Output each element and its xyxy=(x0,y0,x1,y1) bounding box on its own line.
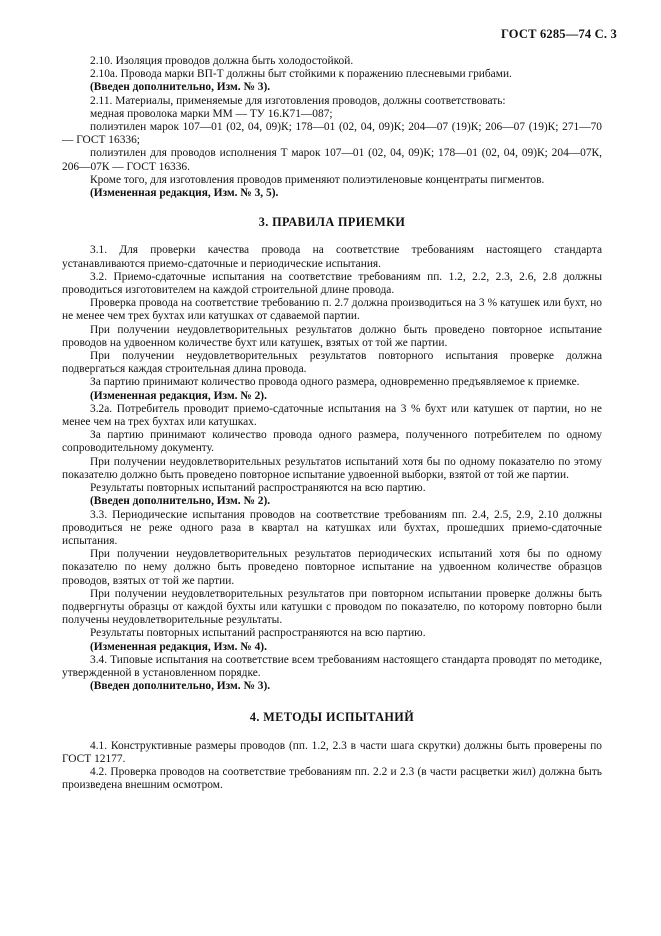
section-heading: 3. ПРАВИЛА ПРИЕМКИ xyxy=(258,215,406,230)
paragraph: 3.4. Типовые испытания на соответствие всем требованиям настоящего стандарта проводят по методике, утвержденной в установленном порядке. xyxy=(62,653,602,679)
paragraph: При получении неудовлетворительных результатов при повторном испытании проверке должны быть подвергнуты образцы от каждой бухты или катушки с проводом по показателю, по которому повторно были получены неудовлетворительные результаты. xyxy=(62,587,602,627)
paragraph: полиэтилен для проводов исполнения Т марок 107—01 (02, 04, 09)К; 178—01 (02, 04, 09)К; 204—07К, 206—07К — ГОСТ 16336. xyxy=(62,147,602,173)
paragraph: 3.3. Периодические испытания проводов на соответствие требованиям пп. 2.4, 2.5, 2.9, 2.10 должны проводиться не реже одного раза в квартал на катушках или бухтах, прошедших приемо-сдаточные испытания. xyxy=(62,508,602,547)
paragraph: 3.2. Приемо-сдаточные испытания на соответствие требованиям пп. 1.2, 2.2, 2.3, 2.6, 2.8 должны проводиться изготовителем на каждой строительной длине провода. xyxy=(62,270,602,297)
document-body xyxy=(62,55,602,792)
amendment-note: (Измененная редакция, Изм. № 3, 5). xyxy=(90,187,279,200)
paragraph: Результаты повторных испытаний распространяются на всю партию. xyxy=(90,627,426,640)
paragraph: Кроме того, для изготовления проводов применяют полиэтиленовые концентраты пигментов. xyxy=(90,173,545,186)
paragraph: За партию принимают количество провода одного размера, полученного потребителем по одному сопроводительному документу. xyxy=(62,429,602,455)
paragraph: Проверка провода на соответствие требованию п. 2.7 должна производиться на 3 % катушек или бухт, но не менее чем трех бухтах или катушках от сдаваемой партии. xyxy=(62,297,602,323)
paragraph: 2.10. Изоляция проводов должна быть холодостойкой. xyxy=(90,55,354,67)
paragraph: При получении неудовлетворительных результатов должно быть проведено повторное испытание проводов на удвоенном количестве бухт или катушек, взятых от той же партии. xyxy=(62,323,602,349)
paragraph: 2.10а. Провода марки ВП-Т должны быт стойкими к поражению плесневыми грибами. xyxy=(90,68,512,81)
paragraph: При получении неудовлетворительных результатов повторного испытания проверке должна подвергаться каждая строительная длина провода. xyxy=(62,350,602,376)
amendment-note: (Введен дополнительно, Изм. № 3). xyxy=(90,680,271,693)
section-heading: 4. МЕТОДЫ ИСПЫТАНИЙ xyxy=(249,710,415,725)
paragraph: 4.1. Конструктивные размеры проводов (пп. 1.2, 2.3 в части шага скрутки) должны быть проверены по ГОСТ 12177. xyxy=(62,739,602,765)
paragraph: За партию принимают количество провода одного размера, одновременно предъявляемое к приемке. xyxy=(90,376,580,389)
paragraph: При получении неудовлетворительных результатов испытаний хотя бы по одному показателю по этому показателю должно быть проведено повторное испытание удвоенной выборки, взятой от той же партии. xyxy=(62,455,602,481)
paragraph: 3.1. Для проверки качества провода на соответствие требованиям настоящего стандарта устанавливаются приемо-сдаточные и периодические испытания. xyxy=(62,244,602,270)
paragraph: 4.2. Проверка проводов на соответствие требованиям пп. 2.2 и 2.3 (в части расцветки жил) должна быть произведена внешним осмотром. xyxy=(62,765,602,792)
amendment-note: (Введен дополнительно, Изм. № 3). xyxy=(90,81,271,94)
amendment-note: (Измененная редакция, Изм. № 2). xyxy=(90,389,267,402)
paragraph: 2.11. Материалы, применяемые для изготовления проводов, должны соответствовать: xyxy=(90,94,506,107)
paragraph: Результаты повторных испытаний распространяются на всю партию. xyxy=(90,482,426,495)
paragraph: При получении неудовлетворительных результатов периодических испытаний хотя бы по одному показателю по нему должно быть проведено повторное испытание на удвоенном количестве образцов проводов, взятых от той же партии. xyxy=(62,548,602,587)
paragraph: полиэтилен марок 107—01 (02, 04, 09)К; 178—01 (02, 04, 09)К; 204—07 (19)К; 206—07 (19)К; 271—70 — ГОСТ 16336; xyxy=(62,121,602,147)
page-header: ГОСТ 6285—74 С. 3 xyxy=(500,27,617,41)
amendment-note: (Измененная редакция, Изм. № 4). xyxy=(90,640,267,653)
paragraph: 3.2а. Потребитель проводит приемо-сдаточные испытания на 3 % бухт или катушек от партии, но не менее чем на трех бухтах или катушках. xyxy=(62,402,602,429)
amendment-note: (Введен дополнительно, Изм. № 2). xyxy=(90,495,271,508)
paragraph: медная проволока марки ММ — ТУ 16.К71—087; xyxy=(90,107,333,120)
